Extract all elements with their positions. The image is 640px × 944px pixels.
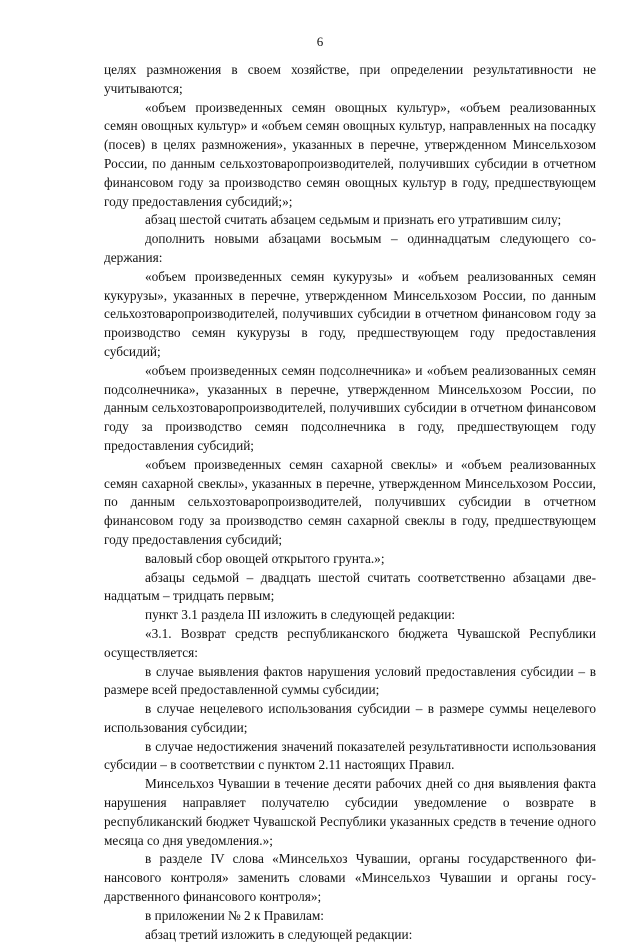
paragraph: «3.1. Возврат средств республиканского бюджета Чувашской Республики осуществляется: xyxy=(104,625,596,660)
paragraph: в случае выявления фактов нарушения условий предоставления субсидии – в размере всей предоставленной суммы субсидии; xyxy=(104,663,596,698)
paragraph: в случае нецелевого использования субсидии – в размере суммы нецелевого использования субсидии; xyxy=(104,701,596,735)
paragraph: «объем произведенных семян кукурузы» и «объем реализованных семян кукурузы», указанных в перечне, утвержденном Минсельхозом России, по данным сельхозтоваропроизводителей, получивших субсидии в отчетном финансовом году за производство семян кукурузы в году, предшествующем году предоставления субсидий; xyxy=(104,268,596,359)
paragraph: «объем произведенных семян сахарной свеклы» и «объем реализованных семян сахарной свеклы», указанных в перечне, утвержденном Минсельхозом России, по данным сельхозтоваропроизводителей, получивших субсидии в отчетном финансовом году за производство семян сахарной свеклы в году, предшествующем году предоставления субсидий; xyxy=(104,456,596,547)
paragraph: Минсельхоз Чувашии в течение десяти рабочих дней со дня выявления факта нарушения направляет получателю субсидии уведомление о возврате в республиканский бюджет Чувашской Республики указанных средств в течение одного месяца со дня уведомления.»; xyxy=(104,776,596,848)
page-number: 6 xyxy=(316,34,324,49)
paragraph: в разделе IV слова «Минсельхоз Чувашии, органы государственного финансового контроля» заменить словами «Минсельхоз Чувашии и органы государственного финансового контроля»; xyxy=(104,851,596,905)
paragraph: «объем произведенных семян подсолнечника» и «объем реализованных семян подсолнечника», указанных в перечне, утвержденном Минсельхозом России, по данным сельхозтоваропроизводителей, получивших субсидии в отчетном финансовом году за производство семян подсолнечника в году, предшествующем году предоставления субсидий; xyxy=(104,362,596,453)
paragraph: валовый сбор овощей открытого грунта.»; xyxy=(145,550,385,566)
document-body xyxy=(104,61,596,944)
paragraph: абзац третий изложить в следующей редакции: xyxy=(145,926,413,942)
paragraph: дополнить новыми абзацами восьмым – одиннадцатым следующего содержания: xyxy=(104,231,596,265)
paragraph: абзац шестой считать абзацем седьмым и признать его утратившим силу; xyxy=(145,212,562,228)
paragraph: в случае недостижения значений показателей результативности использования субсидии – в соответствии с пунктом 2.11 настоящих Правил. xyxy=(104,738,596,773)
paragraph: в приложении № 2 к Правилам: xyxy=(145,907,324,923)
paragraph: «объем произведенных семян овощных культур», «объем реализованных семян овощных культур» и «объем семян овощных культур, направленных на посадку (посев) в целях размножения», указанных в перечне, утвержденном Минсельхозом России, по данным сельхозтоваропроизводителей, получивших субсидии в отчетном финансовом году за производство семян овощных культур в году, предшествующем году предоставления субсидий;»; xyxy=(104,99,596,209)
paragraph: абзацы седьмой – двадцать шестой считать соответственно абзацами двенадцатым – тридцать первым; xyxy=(104,569,596,604)
paragraph: целях размножения в своем хозяйстве, при определении результативности не учитываются; xyxy=(104,62,596,96)
paragraph: пункт 3.1 раздела III изложить в следующей редакции: xyxy=(145,607,456,623)
